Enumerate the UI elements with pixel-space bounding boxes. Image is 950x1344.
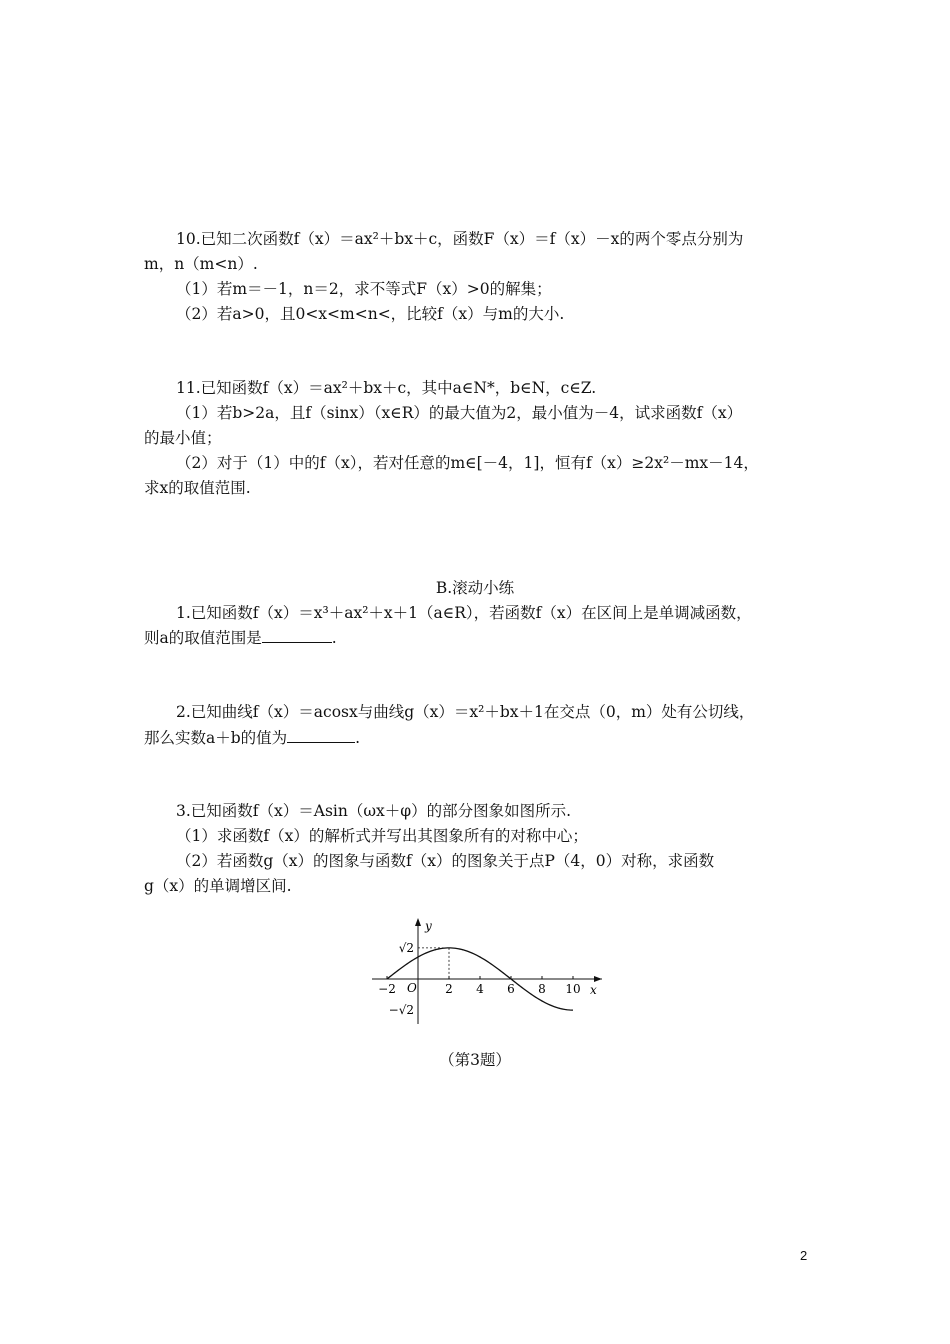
b3-part-2: （2）若函数g（x）的图象与函数f（x）的图象关于点P（4，0）对称，求函数 <box>176 852 715 870</box>
b2-line-2 <box>144 728 360 748</box>
sine-graph-figure <box>368 916 608 1028</box>
y-tick-label: √2 <box>398 940 414 955</box>
b3-line-4: g（x）的单调增区间. <box>144 877 292 895</box>
b2-period: . <box>355 729 361 747</box>
section-b-title: B.滚动小练 <box>435 579 515 597</box>
b3-part-1: （1）求函数f（x）的解析式并写出其图象所有的对称中心； <box>176 827 588 845</box>
x-axis-label: x <box>590 983 597 997</box>
b1-line-2 <box>144 628 337 648</box>
q10-part-1: （1）若m＝－1，n＝2，求不等式F（x）>0的解集； <box>176 280 552 298</box>
b2-answer-blank[interactable] <box>287 728 355 743</box>
x-tick-label: 2 <box>445 982 453 996</box>
q10-part-2: （2）若a>0，且0<x<m<n<，比较f（x）与m的大小. <box>176 305 565 323</box>
b1-answer-blank[interactable] <box>262 628 332 643</box>
q11-part-2: （2）对于（1）中的f（x），若对任意的m∈[－4，1]，恒有f（x）≥2x²－mx－14， <box>176 454 759 472</box>
b2-text: 那么实数a＋b的值为 <box>144 729 288 747</box>
b3-line-1: 3.已知函数f（x）＝Asin（ωx＋φ）的部分图象如图所示. <box>176 802 572 820</box>
b1-text: 则a的取值范围是 <box>144 629 262 647</box>
x-tick-label: 10 <box>565 982 581 996</box>
q10-line-2: m，n（m<n）. <box>144 255 258 273</box>
q11-line-3: 的最小值； <box>144 429 222 447</box>
q11-part-1: （1）若b>2a，且f（sinx）（x∈R）的最大值为2，最小值为－4，试求函数f（x） <box>176 404 743 422</box>
x-tick-label: 6 <box>507 982 515 996</box>
x-tick-label: 4 <box>476 982 484 996</box>
page-number: 2 <box>800 1248 808 1263</box>
q10-line-1: 10.已知二次函数f（x）＝ax²＋bx＋c，函数F（x）＝f（x）－x的两个零点分别为 <box>176 230 744 248</box>
y-tick-label: −√2 <box>388 1003 414 1018</box>
b1-period: . <box>331 629 337 647</box>
x-tick-label: 8 <box>538 982 546 996</box>
x-tick-label: −2 <box>378 982 396 996</box>
x-axis-arrow <box>594 976 602 982</box>
y-axis-label: y <box>425 919 432 933</box>
y-axis-arrow <box>415 918 421 926</box>
b2-line-1: 2.已知曲线f（x）＝acosx与曲线g（x）＝x²＋bx＋1在交点（0，m）处有公切线， <box>176 703 755 721</box>
figure-caption: （第3题） <box>439 1051 511 1069</box>
q11-line-5: 求x的取值范围. <box>144 479 251 497</box>
origin-label: O <box>407 981 417 995</box>
q11-line-1: 11.已知函数f（x）＝ax²＋bx＋c，其中a∈N*，b∈N，c∈Z. <box>176 379 597 397</box>
b1-line-1: 1.已知函数f（x）＝x³＋ax²＋x＋1（a∈R），若函数f（x）在区间上是单调减函数， <box>176 604 752 622</box>
